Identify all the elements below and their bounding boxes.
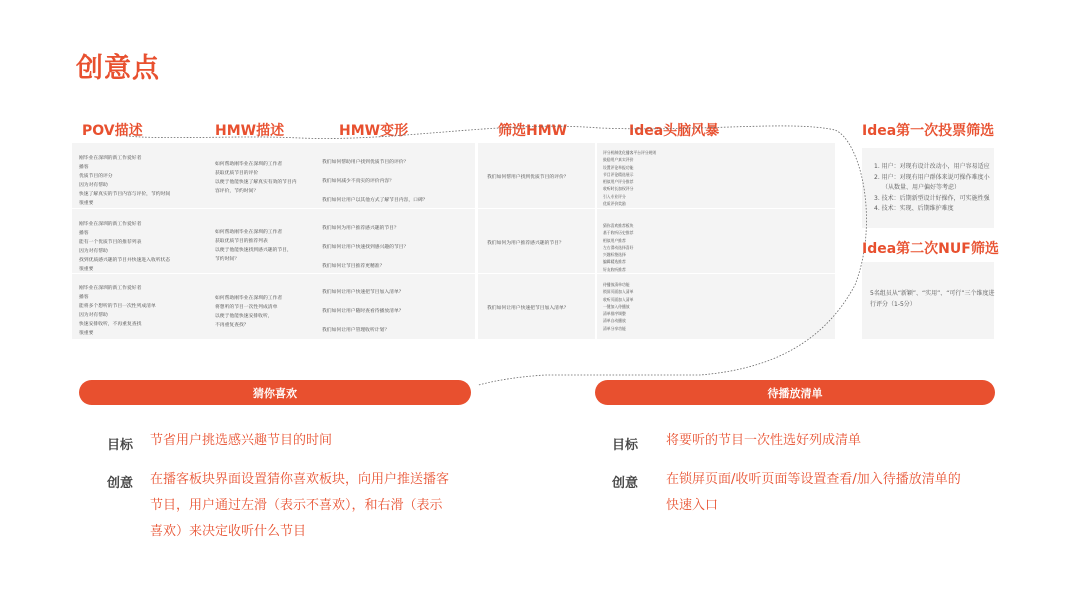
idea-item: 评分机制优化播客平台评分规则 (603, 150, 657, 155)
hmw-variant: 我们如何让用户随时查看待播放清单？ (322, 309, 404, 314)
hmw-variant: 我们如何让用户以其他方式了解节目内容，口碑？ (322, 198, 428, 203)
first-vote-content (862, 148, 994, 228)
idea-item: 收听时长加权评分 (603, 186, 634, 192)
idea-item: 猜你喜欢推荐板块 (603, 223, 634, 228)
hmw-variant: 我们如何为用户推荐感兴趣的节目？ (322, 226, 399, 231)
creative-label: 创意 (107, 476, 134, 491)
pov-line: 刚毕业在深圳的新工作爱好者 (79, 286, 142, 291)
pov-line: 很重要 (79, 267, 94, 272)
pov-line: 能将多个想听的节目一次性列成清单 (79, 304, 156, 309)
idea-item: 清单分享功能 (603, 325, 626, 331)
hmw-variants-cell-3 (322, 283, 472, 340)
idea-item: 节目评论精选展示 (603, 171, 634, 177)
filtered-hmw: 我们如何为用户推荐感兴趣的节目？ (487, 241, 564, 246)
column-header-hmw-variation: HMW变形 (339, 123, 409, 139)
creative-line: 在播客板块界面设置猜你喜欢板块，向用户推送播客 (150, 472, 450, 487)
creative-label: 创意 (612, 476, 639, 491)
pov-line: 因为对有帮助 (79, 249, 108, 254)
hmw-variant: 我们如何帮助用户找到优质节目的评价？ (322, 160, 409, 165)
idea-item: 设置评论举报功能 (603, 164, 634, 170)
pov-line: 因为对有帮助 (79, 313, 108, 318)
creative-line: 快速入口 (666, 498, 719, 513)
column-header-nuf: Idea第二次NUF筛选 (862, 241, 999, 257)
hmw-variant: 我们如何减少不真实的评价内容？ (322, 179, 394, 184)
hmw-line: 如何帮助刚毕业在深圳的工作者 (215, 230, 283, 235)
hmw-line: 容评价，节约时间？ (215, 189, 259, 194)
idea-item: 相似用户评分推荐 (603, 179, 634, 185)
idea-item: 锁屏页面加入清单 (603, 289, 634, 295)
hmw-variant: 我们如何让用户快速找到感兴趣的节目？ (322, 245, 409, 250)
hmw-line: 以便于他能快速了解真实有效的节目内 (215, 180, 297, 185)
pov-line: 因为对有帮助 (79, 183, 108, 188)
pov-line: 优质节目的评分 (79, 174, 113, 179)
filtered-hmw: 我们如何帮用户找到优质节目的评价？ (487, 175, 569, 180)
pov-line: 能有一个优质节目的推荐列表 (79, 240, 142, 245)
idea-pill-play-queue: 待播放清单 (595, 380, 995, 405)
hmw-line: 将想听的节目一次性列成清单 (215, 305, 278, 310)
column-header-filter-hmw: 筛选HMW (498, 123, 568, 139)
pov-line: 播客 (79, 295, 89, 300)
hmw-line: 节约时间？ (215, 257, 239, 262)
goal-label: 目标 (107, 438, 134, 453)
hmw-line: 如何帮助刚毕业在深圳的工作者 (215, 162, 283, 167)
hmw-line: 获取优质节目的评价 (215, 171, 259, 176)
goal-label: 目标 (612, 438, 639, 453)
filter-cell-3 (487, 304, 592, 313)
pov-cell-2 (79, 220, 191, 274)
goal-text: 节省用户挑选感兴趣节目的时间 (150, 433, 333, 448)
vote-criterion: 1. 用户：对现有设计改动小，用户容易适应 (874, 163, 990, 170)
idea-item: 好友收听推荐 (603, 266, 626, 272)
vote-criterion: 3. 技术：后期新型设计好操作，可实施性强 (874, 194, 990, 202)
filter-cell-1 (487, 173, 592, 182)
idea-pill-guess-you-like: 猜你喜欢 (79, 380, 471, 405)
column-header-first-vote: Idea第一次投票筛选 (862, 123, 995, 139)
idea-item: 优质评价奖励 (603, 201, 626, 207)
pov-cell-1 (79, 154, 191, 208)
hmw-cell-3 (215, 294, 315, 330)
pov-line: 找到优质感兴趣的节目并快速进入收听状态 (79, 258, 171, 263)
creative-line: 喜欢）来决定收听什么节目 (150, 524, 307, 539)
creative-line: 节目，用户通过左滑（表示不喜欢），和右滑（表示 (150, 498, 443, 513)
nuf-criterion: 行评分（1-5分） (870, 300, 916, 308)
ideas-cell-1 (603, 149, 831, 207)
idea-item: 收听页面加入清单 (603, 296, 634, 302)
idea-item: 清单自动播放 (603, 318, 626, 324)
pov-line: 快速了解真实的节目内容与评价，节约时间 (79, 192, 171, 197)
pov-line: 很重要 (79, 331, 94, 336)
filter-cell-2 (487, 239, 592, 248)
idea-item: 待播放清单功能 (603, 282, 630, 287)
creative-line: 在锁屏页面/收听页面等设置查看/加入待播放清单的 (666, 472, 961, 487)
pov-line: 刚毕业在深圳的新工作爱好者 (79, 222, 142, 227)
pov-line: 播客 (79, 231, 89, 236)
pov-line: 很重要 (79, 201, 94, 206)
ideas-cell-3 (603, 281, 831, 332)
vote-criterion: （从数量、用户偏好等考虑） (882, 184, 961, 191)
hmw-variants-cell-1 (322, 153, 472, 210)
hmw-cell-2 (215, 228, 315, 264)
hmw-variant: 我们如何让用户管理收听计划？ (322, 328, 390, 333)
column-header-idea-brainstorm: Idea头脑风暴 (629, 123, 720, 139)
hmw-line: 以便于他能快速安排收听， (215, 314, 273, 319)
hmw-line: 获取优质节目的推荐列表 (215, 239, 268, 244)
idea-item: 兴趣标签选择 (603, 252, 626, 258)
hmw-variant: 我们如何让节目推荐更精准？ (322, 264, 385, 269)
column-header-pov: POV描述 (82, 123, 143, 139)
hmw-line: 如何帮助刚毕业在深圳的工作者 (215, 296, 283, 301)
hmw-line: 以便于他能快速找到感兴趣的节目， (215, 248, 292, 253)
nuf-content (862, 262, 994, 339)
page-title: 创意点 (76, 53, 160, 84)
hmw-variants-cell-2 (322, 219, 472, 276)
idea-item: 左右滑动选择喜好 (603, 244, 634, 250)
idea-item: 鼓励用户真实评价 (603, 157, 634, 163)
creative-text (666, 467, 986, 519)
pov-cell-3 (79, 284, 191, 338)
goal-text: 将要听的节目一次性选好列成清单 (666, 433, 862, 448)
nuf-criterion: 5名组员从“新颖”、“实用”、“可行”三个维度进 (870, 290, 995, 297)
filtered-hmw: 我们如何让用户快速把节目加入清单？ (487, 306, 569, 311)
idea-item: 相似用户推荐 (603, 237, 626, 243)
pov-line: 快速安排收听，不再重复查找 (79, 322, 142, 327)
idea-item: 编辑精选推荐 (603, 259, 626, 265)
hmw-variant: 我们如何让用户快速把节目加入清单？ (322, 290, 404, 295)
creative-text (150, 467, 470, 545)
ideas-cell-2 (603, 222, 831, 273)
idea-item: 基于收听历史推荐 (603, 230, 634, 236)
idea-item: 引入专业评分 (603, 193, 626, 199)
pov-line: 播客 (79, 165, 89, 170)
hmw-cell-1 (215, 160, 315, 196)
idea-item: 一键加入待播放 (603, 303, 630, 309)
pov-line: 刚毕业在深圳的新工作爱好者 (79, 156, 142, 161)
column-header-hmw-description: HMW描述 (215, 123, 285, 139)
vote-criterion: 2. 用户：对现有用户群体来说可操作难度小 (874, 173, 990, 181)
idea-item: 清单排序调整 (603, 311, 626, 317)
hmw-line: 不再重复查找？ (215, 323, 249, 328)
vote-criterion: 4. 技术：实现、后期维护难度 (874, 205, 954, 212)
